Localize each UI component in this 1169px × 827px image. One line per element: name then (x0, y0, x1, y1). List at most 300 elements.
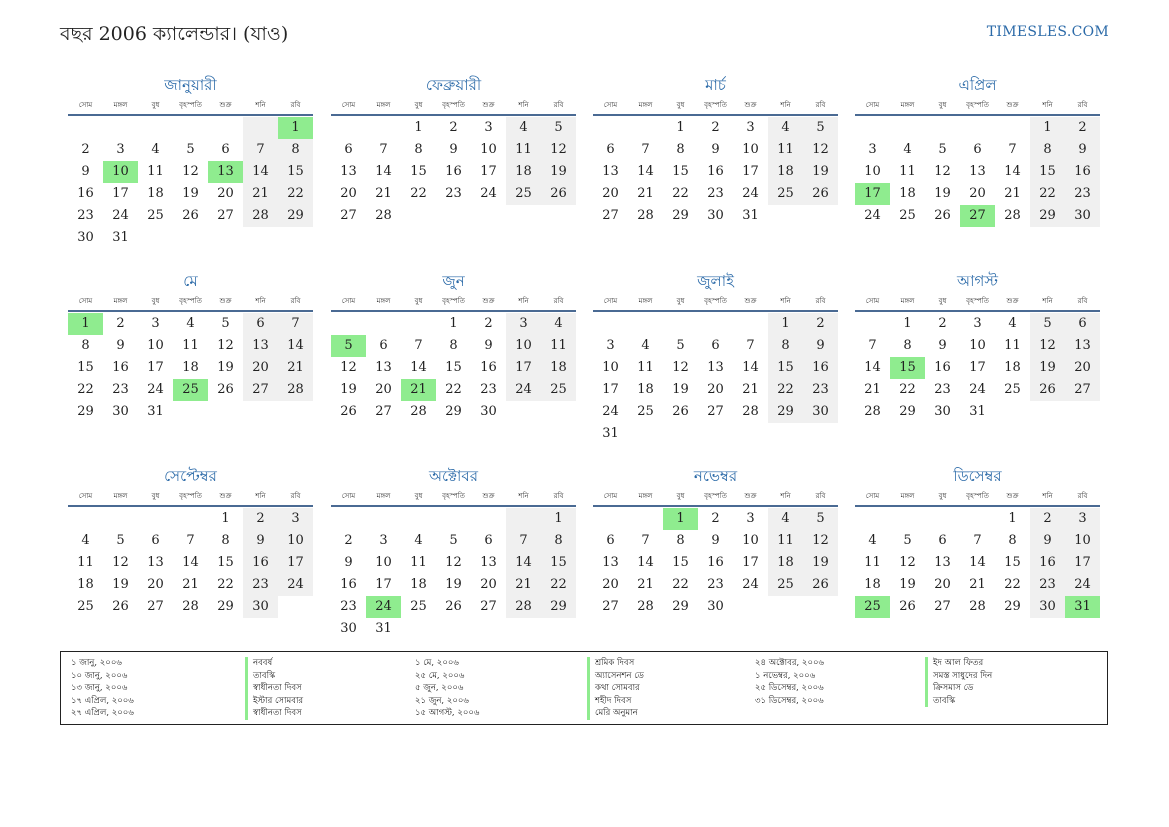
calendar-day: 5 (1030, 313, 1065, 335)
calendar-day: 10 (864, 164, 881, 179)
calendar-day: 22 (672, 186, 689, 201)
calendar-day: 28 (243, 205, 278, 227)
holiday-day: 1 (278, 117, 313, 139)
month-block (68, 74, 313, 249)
calendar-day: 15 (278, 161, 313, 183)
calendar-day: 28 (637, 599, 654, 614)
calendar-day: 11 (77, 555, 94, 570)
calendar-day: 24 (602, 404, 619, 419)
calendar-day: 6 (606, 533, 615, 548)
calendar-day: 8 (1008, 533, 1017, 548)
day-grid (68, 508, 313, 618)
weekday-label: বৃহস্পতি (704, 492, 727, 500)
calendar-day: 31 (147, 404, 164, 419)
empty-cell (733, 313, 768, 335)
month-name: অক্টোবর (428, 467, 479, 485)
weekday-label: শনি (780, 101, 791, 109)
site-link[interactable]: TIMESLES.COM (986, 24, 1109, 40)
calendar-day: 18 (541, 357, 576, 379)
calendar-day: 5 (186, 142, 195, 157)
weekday-label: মঙ্গল (113, 297, 128, 305)
calendar-day: 13 (602, 555, 619, 570)
calendar-day: 13 (340, 164, 357, 179)
weekday-label: বুধ (938, 297, 947, 305)
empty-cell (103, 508, 138, 530)
calendar-day: 11 (182, 338, 199, 353)
calendar-day: 18 (899, 186, 916, 201)
calendar-day: 17 (602, 382, 619, 397)
empty-cell (960, 508, 995, 530)
legend-dates-2 (415, 657, 479, 720)
calendar-day: 27 (375, 404, 392, 419)
calendar-day: 3 (151, 316, 160, 331)
calendar-day: 8 (768, 335, 803, 357)
empty-cell (855, 117, 890, 139)
calendar-day: 6 (938, 533, 947, 548)
calendar-day: 22 (278, 183, 313, 205)
weekday-label: শুক্র (482, 297, 495, 305)
day-grid (68, 313, 313, 423)
calendar-day: 7 (641, 533, 650, 548)
empty-cell (628, 117, 663, 139)
calendar-day: 25 (637, 404, 654, 419)
empty-cell (138, 508, 173, 530)
calendar-day: 19 (899, 577, 916, 592)
holiday-day: 10 (103, 161, 138, 183)
legend-date: ২৭ এপ্রিল, ২০০৬ (71, 708, 134, 718)
calendar-day: 26 (803, 183, 838, 205)
calendar-day: 3 (379, 533, 388, 548)
weekday-label: শুক্র (1006, 492, 1019, 500)
weekday-label: রবি (1077, 492, 1088, 500)
calendar-day: 17 (112, 186, 129, 201)
calendar-day: 14 (637, 555, 654, 570)
calendar-day: 27 (147, 599, 164, 614)
calendar-day: 5 (676, 338, 685, 353)
calendar-day: 20 (480, 577, 497, 592)
calendar-day: 1 (414, 120, 423, 135)
calendar-day: 24 (1065, 574, 1100, 596)
calendar-day: 8 (278, 139, 313, 161)
calendar-day: 12 (803, 139, 838, 161)
day-grid (593, 117, 838, 227)
calendar-day: 2 (243, 508, 278, 530)
weekday-label: সোম (341, 297, 356, 305)
calendar-day: 21 (506, 574, 541, 596)
weekday-label: শনি (518, 297, 529, 305)
calendar-day: 22 (445, 382, 462, 397)
legend-holiday: স্বাধীনতা দিবস (253, 708, 302, 718)
calendar-day: 26 (182, 208, 199, 223)
calendar-day: 12 (112, 555, 129, 570)
calendar-day: 6 (1065, 313, 1100, 335)
calendar-day: 3 (746, 511, 755, 526)
calendar-day: 9 (243, 530, 278, 552)
legend-holiday: ইদ আল ফিতর (933, 658, 984, 668)
calendar-day: 20 (340, 186, 357, 201)
calendar-day: 8 (449, 338, 458, 353)
month-name: আগস্ট (957, 272, 998, 290)
weekday-label: শনি (255, 492, 266, 500)
calendar-day: 30 (707, 208, 724, 223)
day-grid (855, 508, 1100, 618)
calendar-day: 1 (541, 508, 576, 530)
weekday-label: মঙ্গল (638, 101, 653, 109)
calendar-day: 1 (676, 120, 685, 135)
month-name: ডিসেম্বর (953, 467, 1002, 485)
calendar-day: 2 (1030, 508, 1065, 530)
calendar-day: 26 (541, 183, 576, 205)
calendar-day: 14 (410, 360, 427, 375)
calendar-day: 31 (375, 621, 392, 636)
calendar-day: 2 (344, 533, 353, 548)
calendar-day: 13 (707, 360, 724, 375)
calendar-day: 21 (637, 186, 654, 201)
weekday-label: সোম (603, 101, 618, 109)
calendar-day: 8 (221, 533, 230, 548)
calendar-day: 30 (243, 596, 278, 618)
calendar-day: 23 (340, 599, 357, 614)
month-name: নভেম্বর (693, 467, 738, 485)
weekday-label: মঙ্গল (113, 101, 128, 109)
day-grid (855, 313, 1100, 423)
calendar-day: 13 (602, 164, 619, 179)
weekday-label: সোম (341, 101, 356, 109)
weekday-label: রবি (553, 101, 564, 109)
calendar-day: 21 (243, 183, 278, 205)
month-name: ফেব্রুয়ারী (425, 76, 482, 94)
empty-cell (331, 117, 366, 139)
calendar-day: 10 (375, 555, 392, 570)
calendar-day: 24 (480, 186, 497, 201)
calendar-day: 12 (541, 139, 576, 161)
calendar-day: 7 (746, 338, 755, 353)
calendar-day: 26 (217, 382, 234, 397)
calendar-day: 1 (449, 316, 458, 331)
calendar-day: 21 (969, 577, 986, 592)
calendar-day: 16 (445, 164, 462, 179)
calendar-day: 27 (602, 208, 619, 223)
calendar-day: 29 (1030, 205, 1065, 227)
calendar-day: 16 (243, 552, 278, 574)
calendar-day: 1 (221, 511, 230, 526)
legend-dates-3 (755, 657, 824, 707)
calendar-day: 23 (934, 382, 951, 397)
calendar-day: 3 (484, 120, 493, 135)
calendar-day: 9 (711, 533, 720, 548)
calendar-day: 1 (1030, 117, 1065, 139)
holiday-day: 13 (208, 161, 243, 183)
calendar-day: 13 (934, 555, 951, 570)
calendar-day: 11 (506, 139, 541, 161)
weekday-label: সোম (865, 297, 880, 305)
month-name: জানুয়ারী (164, 76, 217, 94)
calendar-day: 5 (116, 533, 125, 548)
legend-date: ২৪ অক্টোবর, ২০০৬ (755, 658, 825, 668)
day-grid (855, 117, 1100, 227)
weekday-header (855, 98, 1100, 116)
weekday-header (593, 294, 838, 312)
calendar-day: 15 (217, 555, 234, 570)
calendar-day: 10 (1065, 530, 1100, 552)
legend-holiday: তাবস্কি (933, 695, 956, 706)
calendar-day: 10 (969, 338, 986, 353)
calendar-day: 6 (606, 142, 615, 157)
calendar-day: 29 (768, 401, 803, 423)
calendar-day: 21 (637, 577, 654, 592)
calendar-day: 11 (899, 164, 916, 179)
weekday-header (593, 98, 838, 116)
calendar-day: 25 (147, 208, 164, 223)
calendar-day: 18 (77, 577, 94, 592)
calendar-day: 3 (506, 313, 541, 335)
calendar-day: 16 (1030, 552, 1065, 574)
calendar-day: 4 (81, 533, 90, 548)
calendar-day: 20 (934, 577, 951, 592)
calendar-day: 25 (899, 208, 916, 223)
calendar-day: 3 (973, 316, 982, 331)
empty-cell (506, 508, 541, 530)
weekday-label: শুক্র (744, 101, 757, 109)
weekday-label: বৃহস্পতি (704, 101, 727, 109)
empty-cell (995, 117, 1030, 139)
calendar-day: 14 (243, 161, 278, 183)
calendar-day: 28 (278, 379, 313, 401)
calendar-day: 6 (711, 338, 720, 353)
empty-cell (401, 313, 436, 335)
weekday-label: সোম (603, 492, 618, 500)
calendar-day: 7 (506, 530, 541, 552)
weekday-label: রবি (815, 297, 826, 305)
calendar-day: 28 (506, 596, 541, 618)
weekday-label: বৃহস্পতি (704, 297, 727, 305)
calendar-day: 2 (711, 120, 720, 135)
calendar-day: 28 (864, 404, 881, 419)
empty-cell (366, 313, 401, 335)
calendar-day: 30 (340, 621, 357, 636)
weekday-label: শুক্র (219, 492, 232, 500)
calendar-day: 8 (81, 338, 90, 353)
calendar-day: 16 (803, 357, 838, 379)
empty-cell (436, 508, 471, 530)
calendar-day: 15 (1030, 161, 1065, 183)
calendar-day: 4 (414, 533, 423, 548)
calendar-day: 6 (221, 142, 230, 157)
calendar-day: 27 (340, 208, 357, 223)
weekday-label: শুক্র (1006, 297, 1019, 305)
weekday-label: শনি (1042, 297, 1053, 305)
weekday-label: সোম (865, 101, 880, 109)
calendar-day: 20 (602, 186, 619, 201)
calendar-day: 9 (1065, 139, 1100, 161)
calendar-day: 20 (375, 382, 392, 397)
calendar-day: 29 (672, 208, 689, 223)
calendar-day: 17 (375, 577, 392, 592)
empty-cell (138, 117, 173, 139)
calendar-day: 5 (221, 316, 230, 331)
calendar-day: 6 (151, 533, 160, 548)
empty-cell (173, 508, 208, 530)
calendar-day: 4 (641, 338, 650, 353)
calendar-day: 22 (410, 186, 427, 201)
calendar-day: 19 (803, 161, 838, 183)
calendar-day: 11 (1004, 338, 1021, 353)
weekday-label: বুধ (938, 492, 947, 500)
empty-cell (331, 508, 366, 530)
calendar-day: 16 (707, 555, 724, 570)
weekday-label: সোম (78, 297, 93, 305)
legend-holiday: কথা সোমবার (595, 683, 640, 693)
calendar-day: 11 (768, 530, 803, 552)
calendar-day: 11 (768, 139, 803, 161)
calendar-day: 15 (1004, 555, 1021, 570)
calendar-day: 30 (1030, 596, 1065, 618)
calendar-day: 25 (506, 183, 541, 205)
calendar-day: 23 (112, 382, 129, 397)
calendar-day: 20 (969, 186, 986, 201)
calendar-day: 10 (147, 338, 164, 353)
calendar-day: 24 (742, 577, 759, 592)
weekday-label: বৃহস্পতি (179, 492, 202, 500)
weekday-label: বুধ (676, 101, 685, 109)
calendar-day: 30 (77, 230, 94, 245)
calendar-day: 4 (768, 508, 803, 530)
legend-date: ৩১ ডিসেম্বর, ২০০৬ (755, 695, 824, 706)
calendar-day: 23 (707, 577, 724, 592)
weekday-header (855, 489, 1100, 507)
calendar-day: 26 (899, 599, 916, 614)
weekday-header (68, 294, 313, 312)
calendar-day: 27 (217, 208, 234, 223)
calendar-day: 23 (803, 379, 838, 401)
calendar-day: 27 (707, 404, 724, 419)
calendar-day: 16 (112, 360, 129, 375)
calendar-day: 27 (480, 599, 497, 614)
weekday-label: সোম (865, 492, 880, 500)
calendar-day: 15 (410, 164, 427, 179)
legend-date: ১০ জানু, ২০০৬ (71, 670, 128, 681)
empty-cell (628, 313, 663, 335)
month-block (331, 74, 576, 227)
weekday-label: শুক্র (1006, 101, 1019, 109)
calendar-day: 16 (340, 577, 357, 592)
weekday-label: মঙ্গল (900, 101, 915, 109)
calendar-day: 21 (182, 577, 199, 592)
holiday-day: 1 (68, 313, 103, 335)
calendar-day: 21 (278, 357, 313, 379)
weekday-header (68, 98, 313, 116)
empty-cell (960, 117, 995, 139)
calendar-day: 20 (1065, 357, 1100, 379)
calendar-day: 29 (541, 596, 576, 618)
legend-date: ১ জানু, ২০০৬ (71, 658, 122, 668)
calendar-day: 23 (1030, 574, 1065, 596)
calendar-day: 29 (77, 404, 94, 419)
weekday-label: বুধ (676, 492, 685, 500)
calendar-day: 19 (934, 186, 951, 201)
calendar-day: 11 (864, 555, 881, 570)
weekday-header (331, 98, 576, 116)
weekday-label: রবি (1077, 101, 1088, 109)
weekday-label: রবি (290, 297, 301, 305)
weekday-label: বৃহস্পতি (966, 492, 989, 500)
calendar-day: 12 (340, 360, 357, 375)
calendar-day: 7 (414, 338, 423, 353)
calendar-day: 4 (768, 117, 803, 139)
calendar-day: 22 (1004, 577, 1021, 592)
holiday-day: 25 (855, 596, 890, 618)
weekday-label: বুধ (414, 492, 423, 500)
calendar-day: 2 (81, 142, 90, 157)
calendar-day: 16 (1065, 161, 1100, 183)
calendar-day: 11 (147, 164, 164, 179)
empty-cell (173, 117, 208, 139)
calendar-day: 18 (864, 577, 881, 592)
empty-cell (103, 117, 138, 139)
calendar-day: 17 (1065, 552, 1100, 574)
month-block (68, 270, 313, 423)
weekday-label: বৃহস্পতি (179, 101, 202, 109)
calendar-day: 2 (711, 511, 720, 526)
weekday-label: রবি (815, 492, 826, 500)
legend-holiday: সমস্ত সাধুদের দিন (933, 670, 993, 681)
day-grid (593, 313, 838, 445)
calendar-day: 14 (182, 555, 199, 570)
calendar-day: 10 (480, 142, 497, 157)
calendar-day: 5 (541, 117, 576, 139)
calendar-day: 30 (1065, 205, 1100, 227)
weekday-label: মঙ্গল (900, 492, 915, 500)
calendar-day: 16 (707, 164, 724, 179)
calendar-day: 10 (278, 530, 313, 552)
calendar-day: 8 (414, 142, 423, 157)
calendar-day: 7 (973, 533, 982, 548)
calendar-day: 20 (602, 577, 619, 592)
calendar-day: 9 (344, 555, 353, 570)
calendar-day: 28 (375, 208, 392, 223)
month-block (593, 74, 838, 227)
calendar-day: 17 (969, 360, 986, 375)
calendar-day: 1 (1008, 511, 1017, 526)
weekday-label: রবি (290, 101, 301, 109)
empty-cell (208, 117, 243, 139)
weekday-header (331, 294, 576, 312)
legend-date: ২১ জুন, ২০০৬ (415, 695, 469, 706)
calendar-day: 7 (278, 313, 313, 335)
calendar-day: 4 (151, 142, 160, 157)
weekday-label: মঙ্গল (900, 297, 915, 305)
calendar-day: 19 (1030, 357, 1065, 379)
weekday-label: বৃহস্পতি (442, 101, 465, 109)
weekday-header (593, 489, 838, 507)
calendar-day: 12 (1030, 335, 1065, 357)
calendar-day: 14 (506, 552, 541, 574)
calendar-day: 31 (742, 208, 759, 223)
weekday-label: শনি (518, 101, 529, 109)
calendar-day: 23 (77, 208, 94, 223)
calendar-day: 28 (182, 599, 199, 614)
calendar-day: 2 (938, 316, 947, 331)
page-title: বছর 2006 ক্যালেন্ডার। (যাও) (60, 23, 289, 45)
calendar-day: 23 (707, 186, 724, 201)
weekday-label: বৃহস্পতি (442, 297, 465, 305)
empty-cell (855, 508, 890, 530)
calendar-day: 27 (1065, 379, 1100, 401)
weekday-label: বৃহস্পতি (966, 101, 989, 109)
weekday-label: বুধ (151, 492, 160, 500)
calendar-day: 21 (742, 382, 759, 397)
calendar-day: 25 (1004, 382, 1021, 397)
